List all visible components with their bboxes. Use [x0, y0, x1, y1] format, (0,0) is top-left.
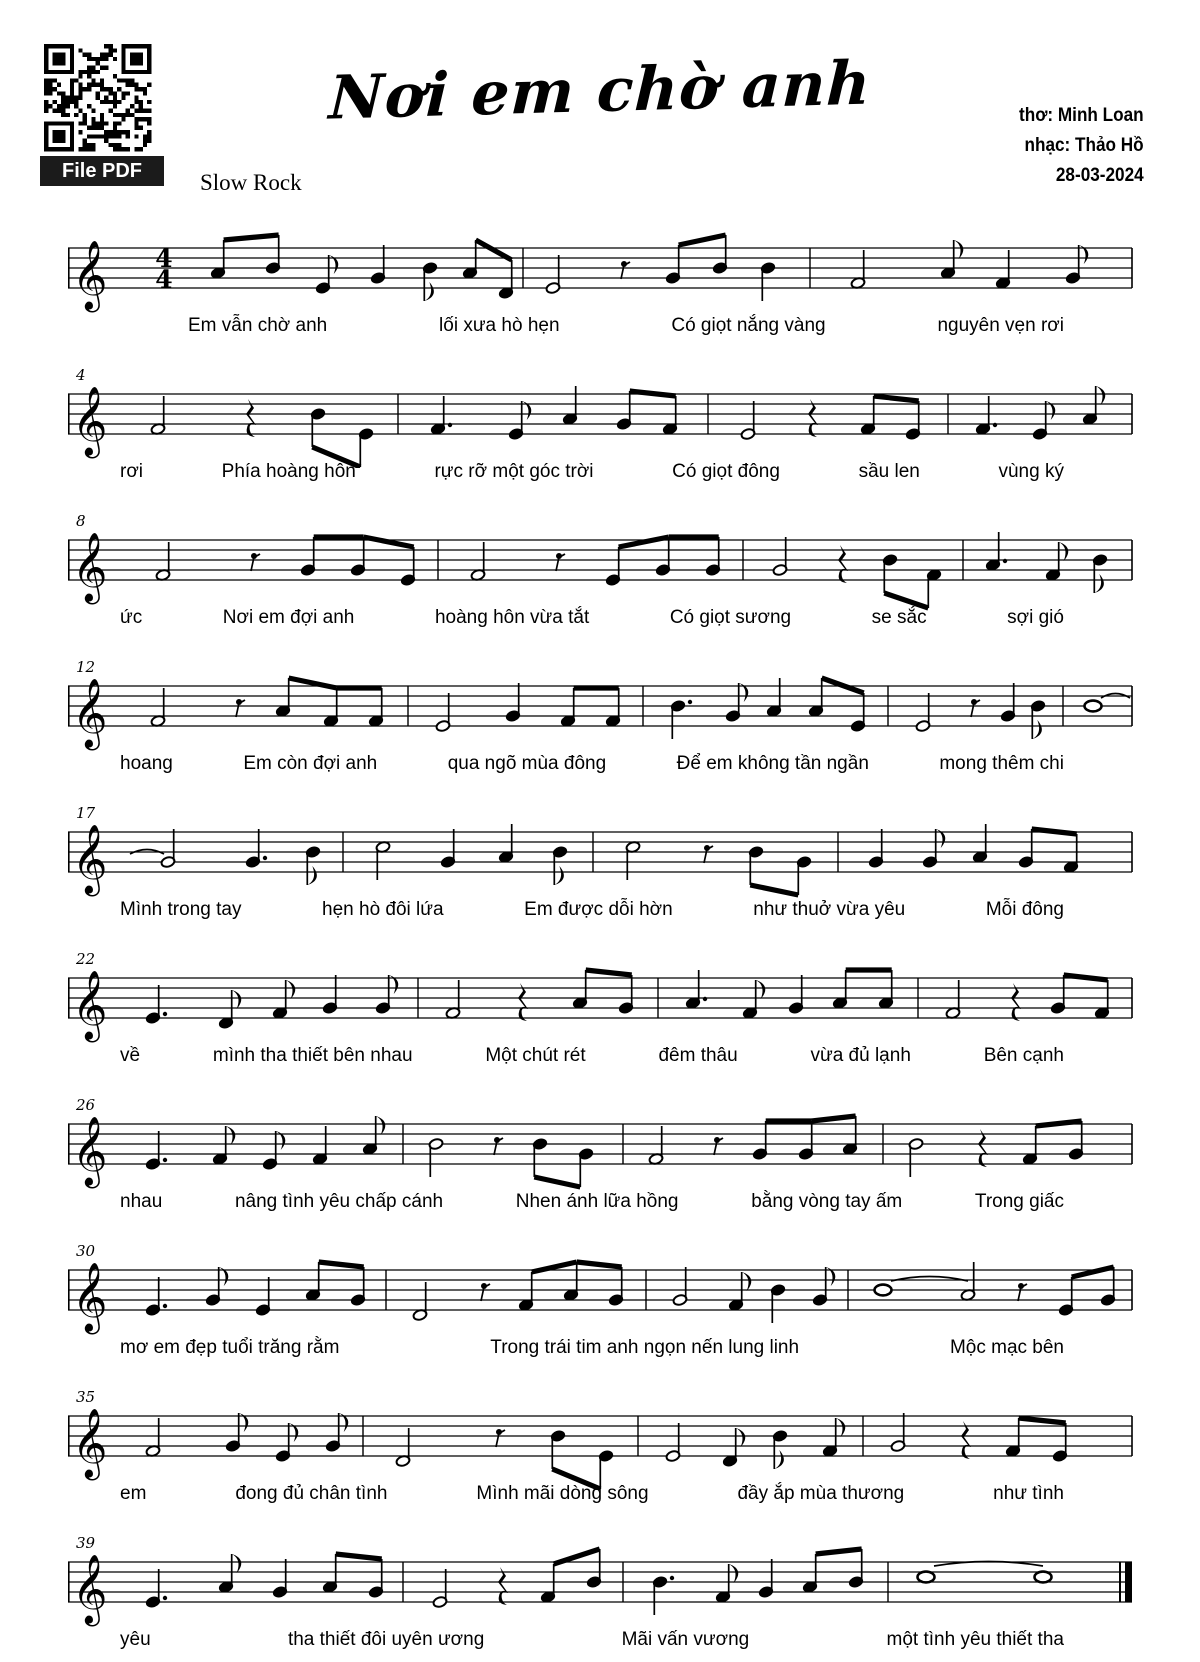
lyric-phrase: Mộc mạc bên	[949, 1337, 1064, 1358]
staff-system	[68, 802, 1134, 932]
lyric-phrase: Có giọt nắng vàng	[671, 315, 826, 336]
eighth-flag	[729, 1564, 739, 1583]
staff-svg	[68, 656, 1134, 760]
eighth-flag	[554, 866, 564, 885]
treble-clef-icon: 𝄞	[72, 970, 108, 1040]
lyric-phrase: lối xưa hò hẹn	[439, 315, 560, 336]
measure-number: 12	[76, 658, 96, 676]
lyric-phrase: sầu len	[858, 461, 920, 482]
lyric-phrase: qua ngõ mùa đông	[447, 753, 607, 774]
lyric-phrase: Mình mãi dòng sông	[476, 1483, 649, 1504]
whole-note	[1035, 1572, 1052, 1583]
lyric-phrase: hoang	[120, 753, 173, 774]
measure-number: 17	[76, 804, 96, 822]
credit-music: nhạc: Thảo Hồ	[1024, 134, 1144, 157]
score-systems	[0, 218, 1200, 1662]
lyric-phrase: Em được dỗi hờn	[524, 899, 673, 920]
lyric-phrase: rơi	[120, 461, 144, 482]
eighth-flag	[307, 866, 317, 885]
lyric-phrase: vùng ký	[998, 461, 1064, 482]
quarter-rest	[978, 1129, 988, 1167]
beam	[679, 235, 726, 245]
lyrics-row	[68, 1484, 1134, 1505]
lyrics-row	[68, 1046, 1134, 1067]
lyric-phrase: Để em không tần ngần	[676, 753, 869, 774]
quarter-rest	[961, 1421, 971, 1459]
lyric-phrase: nâng tình yêu chấp cánh	[234, 1191, 444, 1212]
staff-svg	[68, 1240, 1134, 1344]
quarter-rest	[808, 399, 818, 437]
eighth-flag	[742, 1272, 752, 1291]
treble-clef-icon: 𝄞	[72, 532, 108, 602]
quarter-rest	[246, 399, 256, 437]
quarter-rest	[1011, 983, 1021, 1021]
lyric-phrase: một tình yêu thiết tha	[886, 1629, 1064, 1650]
lyric-phrase: em	[120, 1483, 147, 1504]
beam	[364, 537, 414, 547]
whole-note	[875, 1285, 892, 1296]
staff-system	[68, 1094, 1134, 1224]
beam	[224, 235, 279, 240]
eighth-flag	[1094, 574, 1104, 593]
lyrics-row	[68, 1338, 1134, 1359]
eighth-flag	[1059, 542, 1069, 561]
credit-date: 28-03-2024	[1056, 164, 1144, 187]
eighth-flag	[376, 1116, 386, 1135]
song-title: Nơi em chờ anh	[327, 48, 873, 134]
staff-system	[68, 510, 1134, 640]
eighth-flag	[756, 980, 766, 999]
staff-system	[68, 364, 1134, 494]
header	[0, 0, 1200, 202]
lyric-phrase: mình tha thiết bên nhau	[212, 1045, 413, 1066]
beam	[534, 1177, 580, 1187]
treble-clef-icon: 𝄞	[72, 1554, 108, 1624]
lyrics-row	[68, 1192, 1134, 1213]
eighth-flag	[226, 1126, 236, 1145]
lyric-phrase: yêu	[120, 1629, 151, 1650]
lyric-phrase: rực rỡ một góc trời	[434, 461, 594, 482]
lyric-phrase: se sắc	[871, 607, 927, 628]
eighth-flag	[1096, 386, 1106, 405]
beam	[619, 537, 669, 547]
lyric-phrase: Mình trong tay	[120, 899, 242, 920]
lyric-phrase: hoàng hôn vừa tắt	[434, 607, 590, 628]
whole-note	[918, 1572, 935, 1583]
staff-svg	[68, 218, 1134, 322]
lyric-phrase: Phía hoàng hôn	[221, 461, 356, 482]
staff-svg	[68, 948, 1134, 1052]
credit-poem: thơ: Minh Loan	[1019, 104, 1144, 126]
lyric-phrase: mong thêm chi	[939, 753, 1064, 774]
lyric-phrase: về	[120, 1045, 141, 1066]
beam	[630, 391, 676, 396]
measure-number: 39	[76, 1534, 96, 1552]
lyric-phrase: sợi gió	[1007, 607, 1064, 628]
beam	[476, 240, 512, 260]
lyrics-row	[68, 316, 1134, 337]
lyric-phrase: đầy ắp mùa thương	[737, 1483, 905, 1504]
eighth-flag	[954, 240, 964, 259]
beam	[577, 1262, 622, 1267]
staff-system	[68, 656, 1134, 786]
lyric-phrase: ức	[120, 607, 143, 628]
lyric-phrase: đêm thâu	[658, 1045, 738, 1066]
qr-label: File PDF	[40, 156, 164, 186]
lyric-phrase: như thuở vừa yêu	[753, 899, 906, 920]
lyric-phrase: Nhen ánh lữa hồng	[515, 1191, 679, 1212]
lyric-phrase: Mỗi đông	[985, 899, 1064, 920]
staff-system	[68, 1386, 1134, 1516]
staff-svg	[68, 510, 1134, 614]
lyric-phrase: Mãi vấn vương	[621, 1629, 750, 1650]
measure-number: 30	[76, 1242, 96, 1260]
eighth-flag	[232, 990, 242, 1009]
measure-number: 4	[76, 366, 86, 384]
lyrics-row	[68, 900, 1134, 921]
beam	[586, 970, 632, 975]
beam	[319, 1262, 364, 1267]
beam	[874, 396, 919, 401]
beam	[884, 593, 928, 608]
beam	[750, 885, 798, 895]
quarter-rest	[498, 1567, 508, 1605]
treble-clef-icon: 𝄞	[72, 1116, 108, 1186]
lyric-phrase: vừa đủ lạnh	[810, 1045, 911, 1066]
eighth-flag	[232, 1554, 242, 1573]
time-signature-bottom: 4	[155, 265, 173, 294]
treble-clef-icon: 𝄞	[72, 678, 108, 748]
lyric-phrase: tha thiết đôi uyên ương	[287, 1629, 485, 1650]
treble-clef-icon: 𝄞	[72, 1408, 108, 1478]
time-signature-top: 4	[155, 244, 173, 273]
lyric-phrase: nguyên vẹn rơi	[937, 315, 1064, 336]
lyric-phrase: Trong giấc	[974, 1191, 1064, 1212]
eighth-flag	[424, 282, 434, 301]
treble-clef-icon: 𝄞	[72, 824, 108, 894]
beam	[1036, 1121, 1082, 1126]
quarter-rest	[838, 545, 848, 583]
lyric-phrase: Em còn đợi anh	[243, 753, 378, 774]
measure-number: 35	[76, 1388, 96, 1406]
quarter-rest	[518, 983, 528, 1021]
lyric-phrase: như tình	[993, 1483, 1064, 1504]
lyrics-row	[68, 1630, 1134, 1651]
credits	[1019, 100, 1144, 191]
staff-system	[68, 1240, 1134, 1370]
measure-number: 8	[76, 512, 86, 530]
tempo-marking: Slow Rock	[200, 170, 302, 195]
whole-note	[1085, 701, 1102, 712]
beam	[1064, 975, 1108, 980]
measure-number: 22	[76, 950, 96, 968]
measure-number: 26	[76, 1096, 96, 1114]
staff-system	[68, 948, 1134, 1078]
lyrics-row	[68, 462, 1134, 483]
lyric-phrase: Em vẫn chờ anh	[188, 315, 328, 336]
beam	[336, 1554, 382, 1559]
lyric-phrase: nhau	[120, 1191, 163, 1212]
lyric-phrase: Trong trái tim anh ngọn nến lung linh	[490, 1337, 800, 1358]
treble-clef-icon: 𝄞	[72, 1262, 108, 1332]
qr-code-block	[40, 40, 164, 186]
lyric-phrase: bằng vòng tay ấm	[751, 1191, 903, 1212]
qr-code	[40, 40, 164, 156]
eighth-flag	[1032, 720, 1042, 739]
lyric-phrase: mơ em đẹp tuổi trăng rằm	[120, 1337, 340, 1358]
beam	[1032, 829, 1077, 834]
lyric-phrase: đong đủ chân tình	[235, 1483, 388, 1504]
eighth-flag	[836, 1418, 846, 1437]
staff-svg	[68, 802, 1134, 906]
eighth-flag	[774, 1450, 784, 1469]
beam	[812, 1116, 856, 1121]
beam	[1019, 1418, 1066, 1423]
lyric-phrase: Có giọt đông	[672, 461, 780, 482]
staff-svg	[68, 364, 1134, 468]
lyric-phrase: Có giọt sương	[669, 607, 792, 628]
lyric-phrase: Bên cạnh	[983, 1045, 1064, 1066]
staff-svg	[68, 1532, 1134, 1636]
treble-clef-icon: 𝄞	[72, 386, 108, 456]
eighth-flag	[286, 980, 296, 999]
eighth-flag	[736, 1428, 746, 1447]
staff-system	[68, 218, 1134, 348]
lyrics-row	[68, 754, 1134, 775]
lyric-phrase: Một chút rét	[485, 1045, 586, 1066]
lyrics-row	[68, 608, 1134, 629]
staff-svg	[68, 1094, 1134, 1198]
lyric-phrase: hẹn hò đôi lứa	[322, 899, 444, 920]
staff-svg	[68, 1386, 1134, 1490]
lyric-phrase: Nơi em đợi anh	[222, 607, 355, 628]
treble-clef-icon: 𝄞	[72, 240, 108, 310]
beam	[1072, 1267, 1114, 1277]
